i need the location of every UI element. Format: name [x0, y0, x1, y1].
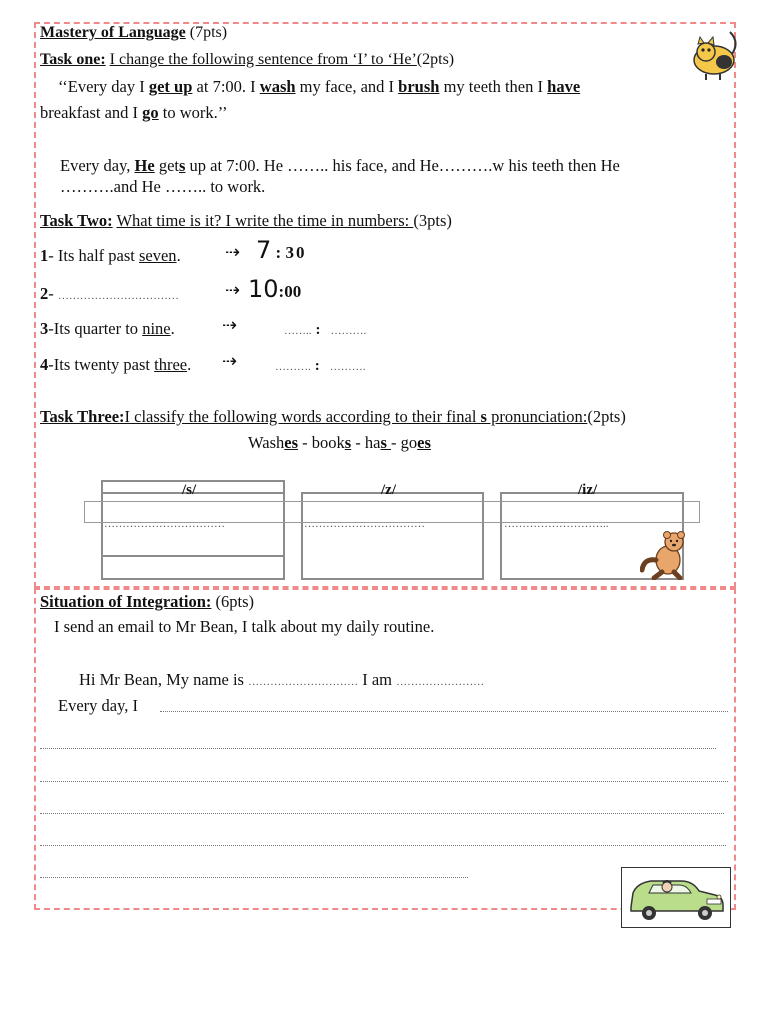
sentence-text: breakfast and I: [40, 103, 143, 122]
item-end: .: [187, 355, 192, 374]
task-three-instruction-letter: s: [480, 407, 487, 426]
email-everyday-line: [58, 696, 138, 716]
column-label-iz: /iz/: [578, 482, 598, 498]
sentence-text: at 7:00. I: [192, 77, 260, 96]
item-text: Its half past: [57, 246, 139, 265]
section1-heading: [40, 24, 227, 42]
word-stem: Wash: [248, 433, 285, 452]
time-item-3: [40, 319, 175, 339]
word-stem: book: [311, 433, 345, 452]
task-one-heading: [40, 51, 454, 69]
time-answer-4: [275, 358, 366, 375]
sentence-verb: go: [142, 103, 159, 122]
item-dash: -: [48, 246, 58, 265]
word-ending: es: [417, 433, 431, 452]
teddy-bear-illustration: [640, 530, 692, 580]
writing-line: [40, 781, 728, 782]
arrow-icon: ⇢: [222, 315, 238, 336]
time-minutes-blank: ……….: [329, 361, 366, 373]
task-three-points: (2pts): [587, 407, 626, 426]
time-hour-blank: ……..: [284, 325, 312, 337]
task-three-instruction: pronunciation:: [486, 407, 588, 426]
item-word: nine: [142, 319, 171, 338]
sentence-verb: get up: [148, 77, 193, 96]
column-blank-iz: ………………………..: [504, 518, 609, 530]
sentence-verb: brush: [398, 77, 440, 96]
section1-title: Mastery of Language: [40, 24, 186, 41]
task-one-sentence-line1: [58, 77, 580, 97]
section1-points: (7pts): [189, 24, 228, 41]
age-blank: ……………………: [396, 676, 485, 688]
item-word: three: [154, 355, 188, 374]
email-greeting-line: [79, 670, 484, 690]
time-hour-blank: ……….: [275, 361, 311, 373]
email-i-am: I am: [358, 670, 397, 689]
arrow-icon: ⇢: [225, 242, 241, 263]
section2-heading: [40, 592, 254, 612]
word-stem: go: [400, 433, 418, 452]
time-item-4: [40, 355, 191, 375]
cat-illustration: [688, 22, 740, 82]
time-answer-2: [248, 275, 301, 303]
word-ending: es: [284, 433, 298, 452]
car-illustration: [623, 869, 727, 924]
section2-prompt: I send an email to Mr Bean, I talk about my daily routine.: [54, 617, 435, 636]
task-one-sentence-line2: [40, 103, 228, 123]
time-item-2: [40, 284, 179, 304]
task-three-instruction: I classify the following words according to their final: [124, 407, 481, 426]
writing-line: [40, 877, 468, 878]
time-separator: :: [314, 358, 320, 374]
item-text: Its twenty past: [53, 355, 155, 374]
item-dash: -: [48, 319, 54, 338]
column-blank-z: ……………………………: [304, 518, 425, 530]
time-minutes-blank: ……….: [330, 325, 367, 337]
task-one-label: Task one:: [40, 51, 106, 68]
time-separator: :: [315, 322, 321, 338]
time-separator: :: [278, 282, 285, 301]
time-minutes: 00: [284, 282, 302, 301]
task-two-label: Task Two:: [40, 211, 113, 230]
word-stem: ha: [364, 433, 381, 452]
word-separator: -: [351, 433, 365, 452]
task-three-words: [248, 433, 431, 453]
writing-line: [160, 711, 728, 712]
sentence-text: my face, and I: [295, 77, 399, 96]
task-three-label: Task Three:: [40, 407, 125, 426]
task-one-answer-line1: [60, 156, 620, 176]
answer-text: Every day,: [60, 156, 135, 175]
sentence-text: ‘‘Every day I: [58, 77, 149, 96]
item-text: Its quarter to: [53, 319, 143, 338]
row-rule: [101, 555, 283, 557]
item-word: seven: [138, 246, 177, 265]
word-separator: -: [298, 433, 312, 452]
item-number: 3: [40, 319, 49, 338]
task-two-heading: [40, 211, 452, 231]
column-label-s: /s/: [182, 482, 197, 498]
item-dash: -: [48, 355, 54, 374]
answer-text: get: [154, 156, 179, 175]
writing-line: [40, 748, 716, 749]
item-number: 1: [40, 246, 49, 265]
word-ending: s: [344, 433, 352, 452]
task-one-instruction: I change the following sentence from ‘I’ to ‘He’: [109, 51, 417, 68]
item-end: .: [176, 246, 181, 265]
time-hour: 7: [256, 236, 272, 264]
answer-ending: s: [179, 156, 186, 175]
column-blank-s: ……………………………: [104, 518, 225, 530]
task-two-instruction: What time is it? I write the time in numbers:: [116, 211, 414, 230]
email-greeting: Hi Mr Bean, My name is: [79, 670, 249, 689]
item-end: .: [170, 319, 175, 338]
item-number: 2: [40, 284, 49, 303]
answer-text: ……….and He …….. to work.: [60, 177, 266, 196]
sentence-verb: wash: [259, 77, 296, 96]
arrow-icon: ⇢: [222, 351, 238, 372]
time-answer-1: [256, 236, 306, 264]
section2-points: (6pts): [215, 592, 255, 611]
item-dash: -: [48, 284, 58, 303]
task-three-heading: [40, 407, 626, 427]
writing-line: [40, 813, 724, 814]
time-item-1: [40, 246, 181, 266]
time-separator: :: [271, 243, 286, 262]
word-ending: s: [380, 433, 392, 452]
task-one-points: (2pts): [416, 51, 455, 68]
writing-line: [40, 845, 726, 846]
name-blank: …………………………: [248, 676, 359, 688]
sentence-text: my teeth then I: [439, 77, 548, 96]
time-hour: 10: [248, 275, 279, 303]
answer-subject: He: [134, 156, 155, 175]
sentence-verb: have: [547, 77, 581, 96]
task-two-points: (3pts): [413, 211, 452, 230]
email-every-day: Every day, I: [58, 696, 139, 715]
time-answer-3: [284, 322, 366, 339]
section2-title: Situation of Integration:: [40, 592, 212, 611]
arrow-icon: ⇢: [225, 280, 241, 301]
answer-text: up at 7:00. He …….. his face, and He……….w his teeth then He: [185, 156, 620, 175]
word-separator: -: [391, 433, 401, 452]
item-blank: ……………………………: [57, 290, 179, 302]
column-label-z: /z/: [381, 482, 396, 498]
task-one-answer-line2: [60, 177, 265, 197]
sentence-text: to work.’’: [158, 103, 228, 122]
item-number: 4: [40, 355, 49, 374]
time-minutes: 30: [285, 243, 307, 262]
